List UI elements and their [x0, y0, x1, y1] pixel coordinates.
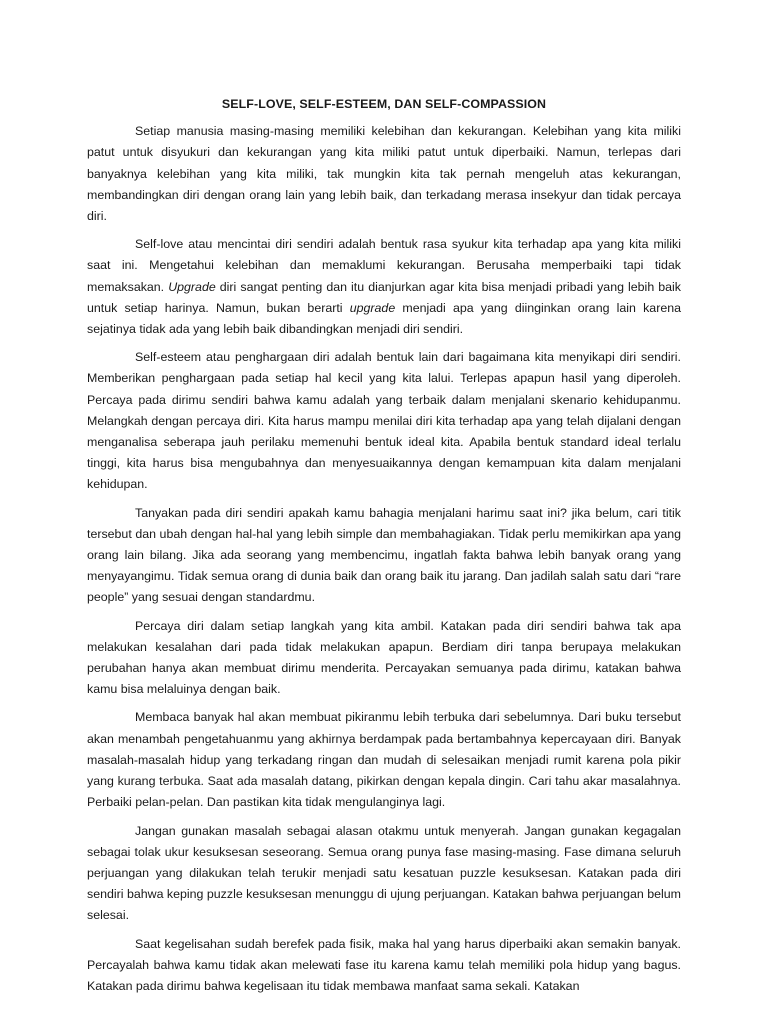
paragraph-4: Tanyakan pada diri sendiri apakah kamu bahagia menjalani harimu saat ini? jika belum, cari titik tersebut dan ubah dengan hal-hal yang lebih simple dan membahagiakan. Tidak perlu memikirkan apa yang orang lain bilang. Jika ada seorang yang membencimu, ingatlah fakta bahwa lebih banyak orang yang menyayangimu. Tidak semua orang di dunia baik dan orang baik itu jarang. Dan jadilah salah satu dari “rare people” yang sesuai dengan standardmu. [87, 505, 681, 605]
paragraph-2-intro: Self-love atau mencintai diri sendiri adalah bentuk rasa syukur kita terhadap apa yang kita miliki saat ini. Mengetahui kelebihan dan memaklumi kekurangan. Berusaha memperbaiki tapi tidak memaksakan. [87, 237, 681, 294]
paragraph-6: Membaca banyak hal akan membuat pikiranmu lebih terbuka dari sebelumnya. Dari buku tersebut akan menambah pengetahuanmu yang akhirnya berdampak pada bertambahnya kepercayaan diri. Banyak masalah-masalah hidup yang terkadang ringan dan mudah di selesaikan menjadi rumit karena pola pikir yang kurang terbuka. Saat ada masalah datang, pikirkan dengan kepala dingin. Cari tahu akar masalahnya. Perbaiki pelan-pelan. Dan pastikan kita tidak mengulanginya lagi. [87, 710, 681, 810]
document-body [87, 94, 681, 1004]
paragraph-3: Self-esteem atau penghargaan diri adalah bentuk lain dari bagaimana kita menyikapi diri sendiri. Memberikan penghargaan pada setiap hal kecil yang kita lalui. Terlepas apapun hasil yang diperoleh. Percaya pada dirimu sendiri bahwa kamu adalah yang terbaik dalam menjalani skenario kehidupanmu. Melangkah dengan percaya diri. Kita harus mampu menilai diri kita terhadap apa yang telah dijalani dengan menganalisa seberapa jauh perilaku memenuhi bentuk ideal kita. Apabila bentuk standard ideal terlalu tinggi, kita harus bisa mengubahnya dan menyesuaikannya dengan kemampuan kita dalam menjalani kehidupan. [87, 350, 681, 492]
paragraph-5: Percaya diri dalam setiap langkah yang kita ambil. Katakan pada diri sendiri bahwa tak apa melakukan kesalahan dari pada tidak melakukan apapun. Berdiam diri tanpa berupaya melakukan perubahan hanya akan membuat dirimu menderita. Percayakan semuanya pada dirimu, katakan bahwa kamu bisa melaluinya dengan baik. [87, 618, 681, 697]
document-title: SELF-LOVE, SELF-ESTEEM, DAN SELF-COMPASSION [221, 97, 547, 111]
paragraph-2-end: menjadi apa yang diinginkan orang lain karena sejatinya tidak ada yang lebih baik dibandingkan menjadi diri sendiri. [87, 300, 681, 337]
paragraph-2 [87, 234, 681, 340]
upgrade-term-2: upgrade [349, 300, 396, 315]
upgrade-term-1: Upgrade [168, 279, 216, 294]
paragraph-1: Setiap manusia masing-masing memiliki kelebihan dan kekurangan. Kelebihan yang kita miliki patut untuk disyukuri dan kekurangan yang kita miliki patut untuk diperbaiki. Namun, terlepas dari banyaknya kelebihan yang kita miliki, tak mungkin kita tak pernah mengeluh atas kekurangan, membandingkan diri dengan orang lain yang lebih baik, dan terkadang merasa insekyur dan tidak percaya diri. [87, 124, 681, 224]
paragraph-7: Jangan gunakan masalah sebagai alasan otakmu untuk menyerah. Jangan gunakan kegagalan sebagai tolak ukur kesuksesan seseorang. Semua orang punya fase masing-masing. Fase dimana seluruh perjuangan yang dilakukan telah terukir menjadi satu kesatuan puzzle kesuksesan. Katakan pada diri sendiri bahwa keping puzzle kesuksesan menunggu di ujung perjuangan. Katakan bahwa perjuangan belum selesai. [87, 823, 681, 923]
paragraph-2-middle: diri sangat penting dan itu dianjurkan agar kita bisa menjadi pribadi yang lebih baik untuk setiap harinya. Namun, bukan berarti [87, 279, 681, 315]
paragraph-8: Saat kegelisahan sudah berefek pada fisik, maka hal yang harus diperbaiki akan semakin banyak. Percayalah bahwa kamu tidak akan melewati fase itu karena kamu telah memiliki pola hidup yang bagus. Katakan pada dirimu bahwa kegelisaan itu tidak membawa manfaat sama sekali. Katakan [87, 936, 681, 993]
